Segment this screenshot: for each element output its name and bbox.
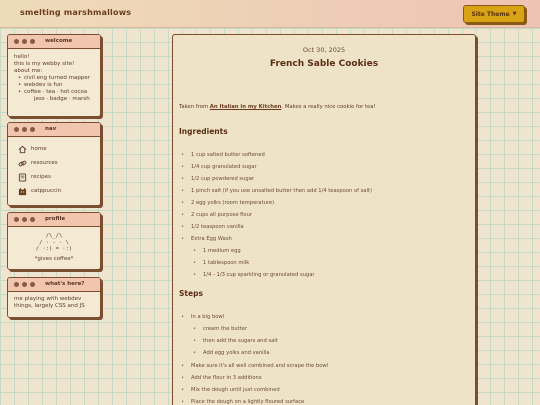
maximize-dot[interactable]: [30, 127, 35, 132]
ingredient-item: • 1/2 teaspoon vanilla: [191, 224, 244, 230]
post-date: Oct 30, 2025: [302, 46, 346, 54]
recipes-icon: [18, 173, 27, 182]
window-controls: [14, 39, 35, 44]
ascii-line: / ·:) = ·:): [35, 246, 73, 252]
nav-item-label: home: [31, 145, 47, 152]
about-me-list: [14, 75, 94, 96]
step-item: • In a big bowl: [191, 314, 224, 320]
bowl-step-item: • Add egg yolks and vanilla: [203, 350, 270, 356]
ingredient-item: • 1/2 cup powdered sugar: [191, 176, 254, 182]
window-controls: [14, 282, 35, 287]
maximize-dot[interactable]: [30, 39, 35, 44]
close-dot[interactable]: [14, 217, 19, 222]
profile-window-title: profile: [45, 216, 66, 222]
bowl-step-item: • cream the butter: [203, 326, 247, 332]
window-controls: [14, 217, 35, 222]
whats-here-window: [7, 277, 101, 318]
post-intro: [179, 104, 376, 110]
site-theme-button[interactable]: [463, 5, 525, 23]
step-item: • Add the flour in 3 additions: [191, 375, 262, 381]
welcome-window: [7, 34, 101, 117]
ingredient-item: • Extra Egg Wash: [191, 236, 232, 242]
profile-window-header: [8, 213, 100, 227]
welcome-line: this is my webby site!: [14, 61, 75, 67]
minimize-dot[interactable]: [22, 39, 27, 44]
recipe-window: [172, 34, 476, 405]
welcome-line: about me:: [14, 68, 43, 74]
maximize-dot[interactable]: [30, 217, 35, 222]
ingredients-heading: Ingredients: [179, 127, 228, 136]
egg-wash-item: • 1/4 - 1/3 cup sparkling or granulated sugar: [203, 272, 315, 278]
maximize-dot[interactable]: [30, 282, 35, 287]
welcome-window-title: welcome: [45, 38, 73, 44]
whats-here-window-header: [8, 278, 100, 292]
ingredient-item: • 1 pinch salt (if you use unsalted butter then add 1/4 teaspoon of salt): [191, 188, 372, 194]
profile-ascii-art: [14, 233, 94, 253]
ingredient-item: • 1/4 cup granulated sugar: [191, 164, 257, 170]
step-item: • Mix the dough until just combined: [191, 387, 280, 393]
nav-window-title: nav: [45, 126, 57, 132]
cat-icon: [18, 187, 27, 196]
close-dot[interactable]: [14, 39, 19, 44]
top-bar: [0, 0, 540, 28]
nav-window-header: [8, 123, 100, 137]
welcome-window-header: [8, 35, 100, 49]
list-item: • civil eng turned mapper: [14, 75, 94, 82]
nav-item-label: resources: [31, 159, 58, 166]
whats-here-window-title: what's here?: [45, 281, 85, 287]
nav-body: [8, 137, 100, 203]
step-item: • Make sure it's all well combined and scrape the bowl: [191, 363, 328, 369]
profile-caption: *gives coffee*: [34, 255, 74, 262]
chevron-down-icon: ▼: [512, 11, 517, 17]
whats-here-body: me playing with webdev things, largely CSS and JS: [14, 296, 85, 309]
welcome-body: [8, 49, 100, 108]
source-link[interactable]: An Italian in my Kitchen: [209, 104, 282, 110]
minimize-dot[interactable]: [22, 127, 27, 132]
minimize-dot[interactable]: [22, 282, 27, 287]
minimize-dot[interactable]: [22, 217, 27, 222]
post-title: French Sable Cookies: [269, 59, 379, 69]
site-title[interactable]: smelting marshmallows: [20, 8, 132, 17]
ingredient-item: • 2 egg yolks (room temperature): [191, 200, 274, 206]
welcome-line: hello!: [14, 54, 30, 60]
nav-item-recipes[interactable]: [18, 170, 94, 184]
nav-window: [7, 122, 101, 206]
profile-window: [7, 212, 101, 270]
close-dot[interactable]: [14, 127, 19, 132]
nav-item-label: catppuccin: [31, 187, 62, 194]
link-icon: [18, 159, 27, 168]
profile-body: [8, 227, 100, 267]
ascii-line: /\_/\: [45, 233, 63, 239]
nav-item-catppuccin[interactable]: [18, 184, 94, 198]
close-dot[interactable]: [14, 282, 19, 287]
nav-item-label: recipes: [31, 173, 51, 180]
nav-item-home[interactable]: [18, 142, 94, 156]
steps-heading: Steps: [179, 289, 203, 298]
step-item: • Place the dough on a lightly floured surface: [191, 399, 304, 405]
ingredient-item: • 2 cups all purpose flour: [191, 212, 252, 218]
nav-item-resources[interactable]: [18, 156, 94, 170]
site-theme-label: Site Theme: [471, 10, 510, 18]
egg-wash-item: • 1 medium egg: [203, 248, 241, 254]
intro-prefix: Taken from: [179, 104, 210, 110]
intro-suffix: . Makes a really nice cookie for tea!: [281, 104, 376, 110]
list-item: • coffee · tea · hot cocoa: [14, 89, 94, 96]
welcome-tags: jess · badge · marsh: [34, 96, 90, 102]
ingredient-item: • 1 cup salted butter softened: [191, 152, 265, 158]
window-controls: [14, 127, 35, 132]
egg-wash-item: • 1 tablespoon milk: [203, 260, 249, 266]
home-icon: [18, 145, 27, 154]
list-item: • webdev is fun: [14, 82, 94, 89]
ascii-line: / · - · \: [39, 239, 69, 246]
bowl-step-item: • then add the sugars and salt: [203, 338, 278, 344]
